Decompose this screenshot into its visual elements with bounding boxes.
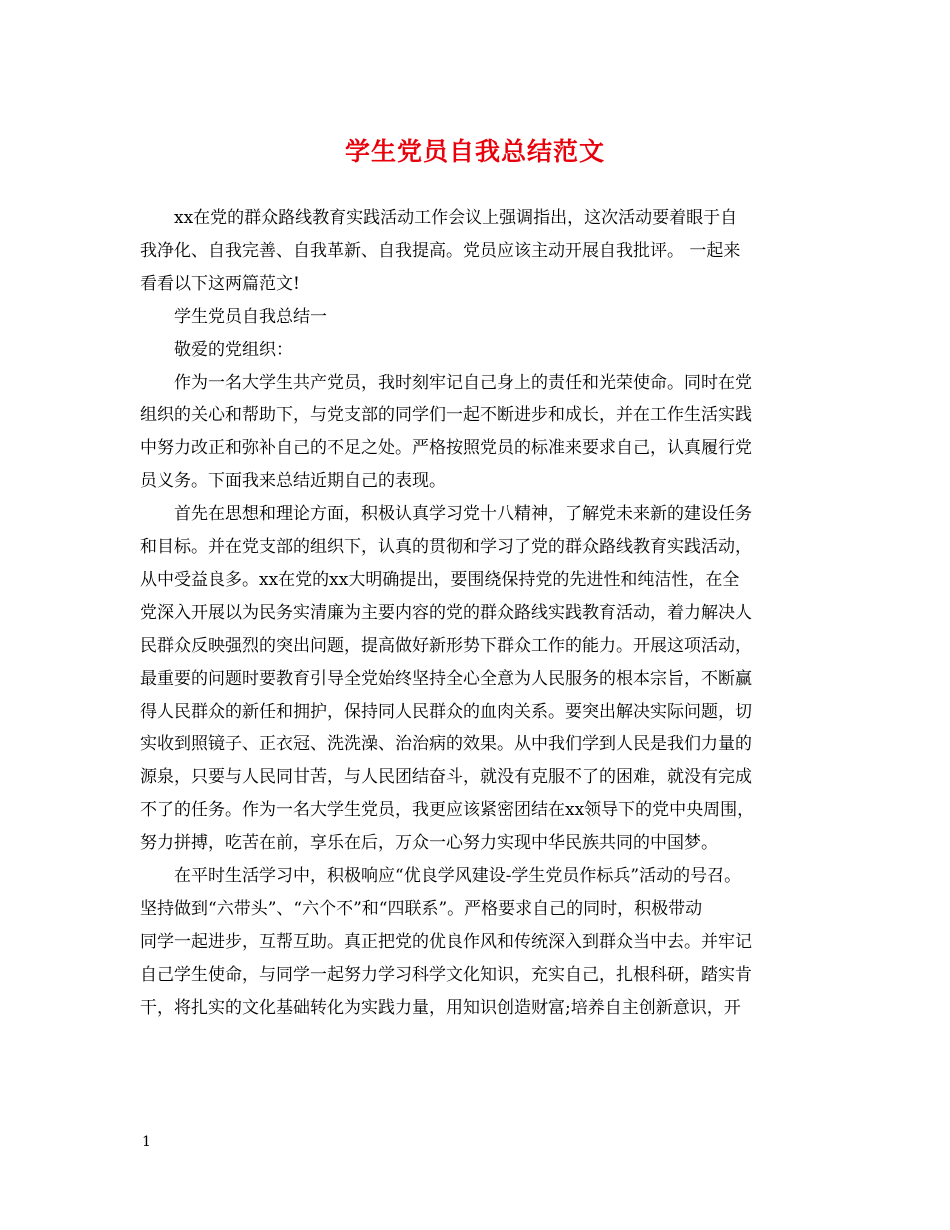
body-text-line: 努力拼搏，吃苦在前，享乐在后，万众一心努力实现中华民族共同的中国梦。	[140, 833, 718, 854]
document-title: 学生党员自我总结范文	[344, 137, 605, 166]
body-text-line: 干，将扎实的文化基础转化为实践力量，用知识创造财富;培养自主创新意识，开	[140, 997, 741, 1018]
body-text-line: 敬爱的党组织：	[140, 339, 293, 360]
body-text-line: 在平时生活学习中，积极响应“优良学风建设-学生党员作标兵”活动的号召。	[140, 866, 742, 886]
body-text-line: 坚持做到“六带头”、“六个不”和“四联系”。严格要求自己的同时，积极带动	[140, 898, 703, 919]
body-text-line: 党深入开展以为民务实清廉为主要内容的党的群众路线实践教育活动，着力解决人	[140, 602, 752, 623]
body-text-line: 从中受益良多。xx在党的xx大明确提出，要围绕保持党的先进性和纯洁性，在全	[140, 569, 740, 590]
body-text-line: 民群众反映强烈的突出问题，提高做好新形势下群众工作的能力。开展这项活动，	[140, 635, 752, 656]
body-text-line: 我净化、自我完善、自我革新、自我提高。党员应该主动开展自我批评。 一起来	[140, 240, 741, 261]
body-text-line: xx在党的群众路线教育实践活动工作会议上强调指出，这次活动要着眼于自	[140, 208, 738, 228]
body-text-line: 得人民群众的新任和拥护，保持同人民群众的血肉关系。要突出解决实际问题，切	[140, 701, 752, 722]
body-text-line: 不了的任务。作为一名大学生党员，我更应该紧密团结在xx领导下的党中央周围，	[140, 800, 755, 821]
body-text-line: 源泉，只要与人民同甘苦，与人民团结奋斗，就没有克服不了的困难，就没有完成	[140, 767, 752, 788]
body-text-line: 看看以下这两篇范文!	[140, 273, 300, 294]
body-text-line: 组织的关心和帮助下，与党支部的同学们一起不断进步和成长，并在工作生活实践	[140, 405, 752, 426]
body-text-line: 员义务。下面我来总结近期自己的表现。	[140, 471, 446, 492]
page-number: 1	[142, 1134, 151, 1150]
body-text-line: 实收到照镜子、正衣冠、洗洗澡、治治病的效果。从中我们学到人民是我们力量的	[140, 734, 752, 755]
body-text-line: 作为一名大学生共产党员，我时刻牢记自己身上的责任和光荣使命。同时在党	[140, 372, 752, 393]
body-text-line: 同学一起进步，互帮互助。真正把党的优良作风和传统深入到群众当中去。并牢记	[140, 931, 752, 952]
body-text-line: 学生党员自我总结一	[140, 306, 327, 327]
body-text-line: 自己学生使命，与同学一起努力学习科学文化知识，充实自己，扎根科研，踏实肯	[140, 964, 752, 985]
body-text-line: 中努力改正和弥补自己的不足之处。严格按照党员的标准来要求自己，认真履行党	[140, 438, 752, 459]
body-text-line: 最重要的问题时要教育引导全党始终坚持全心全意为人民服务的根本宗旨，不断赢	[140, 668, 752, 689]
body-text-line: 首先在思想和理论方面，积极认真学习党十八精神，了解党未来新的建设任务	[140, 504, 752, 525]
body-text-line: 和目标。并在党支部的组织下，认真的贯彻和学习了党的群众路线教育实践活动，	[140, 537, 752, 557]
